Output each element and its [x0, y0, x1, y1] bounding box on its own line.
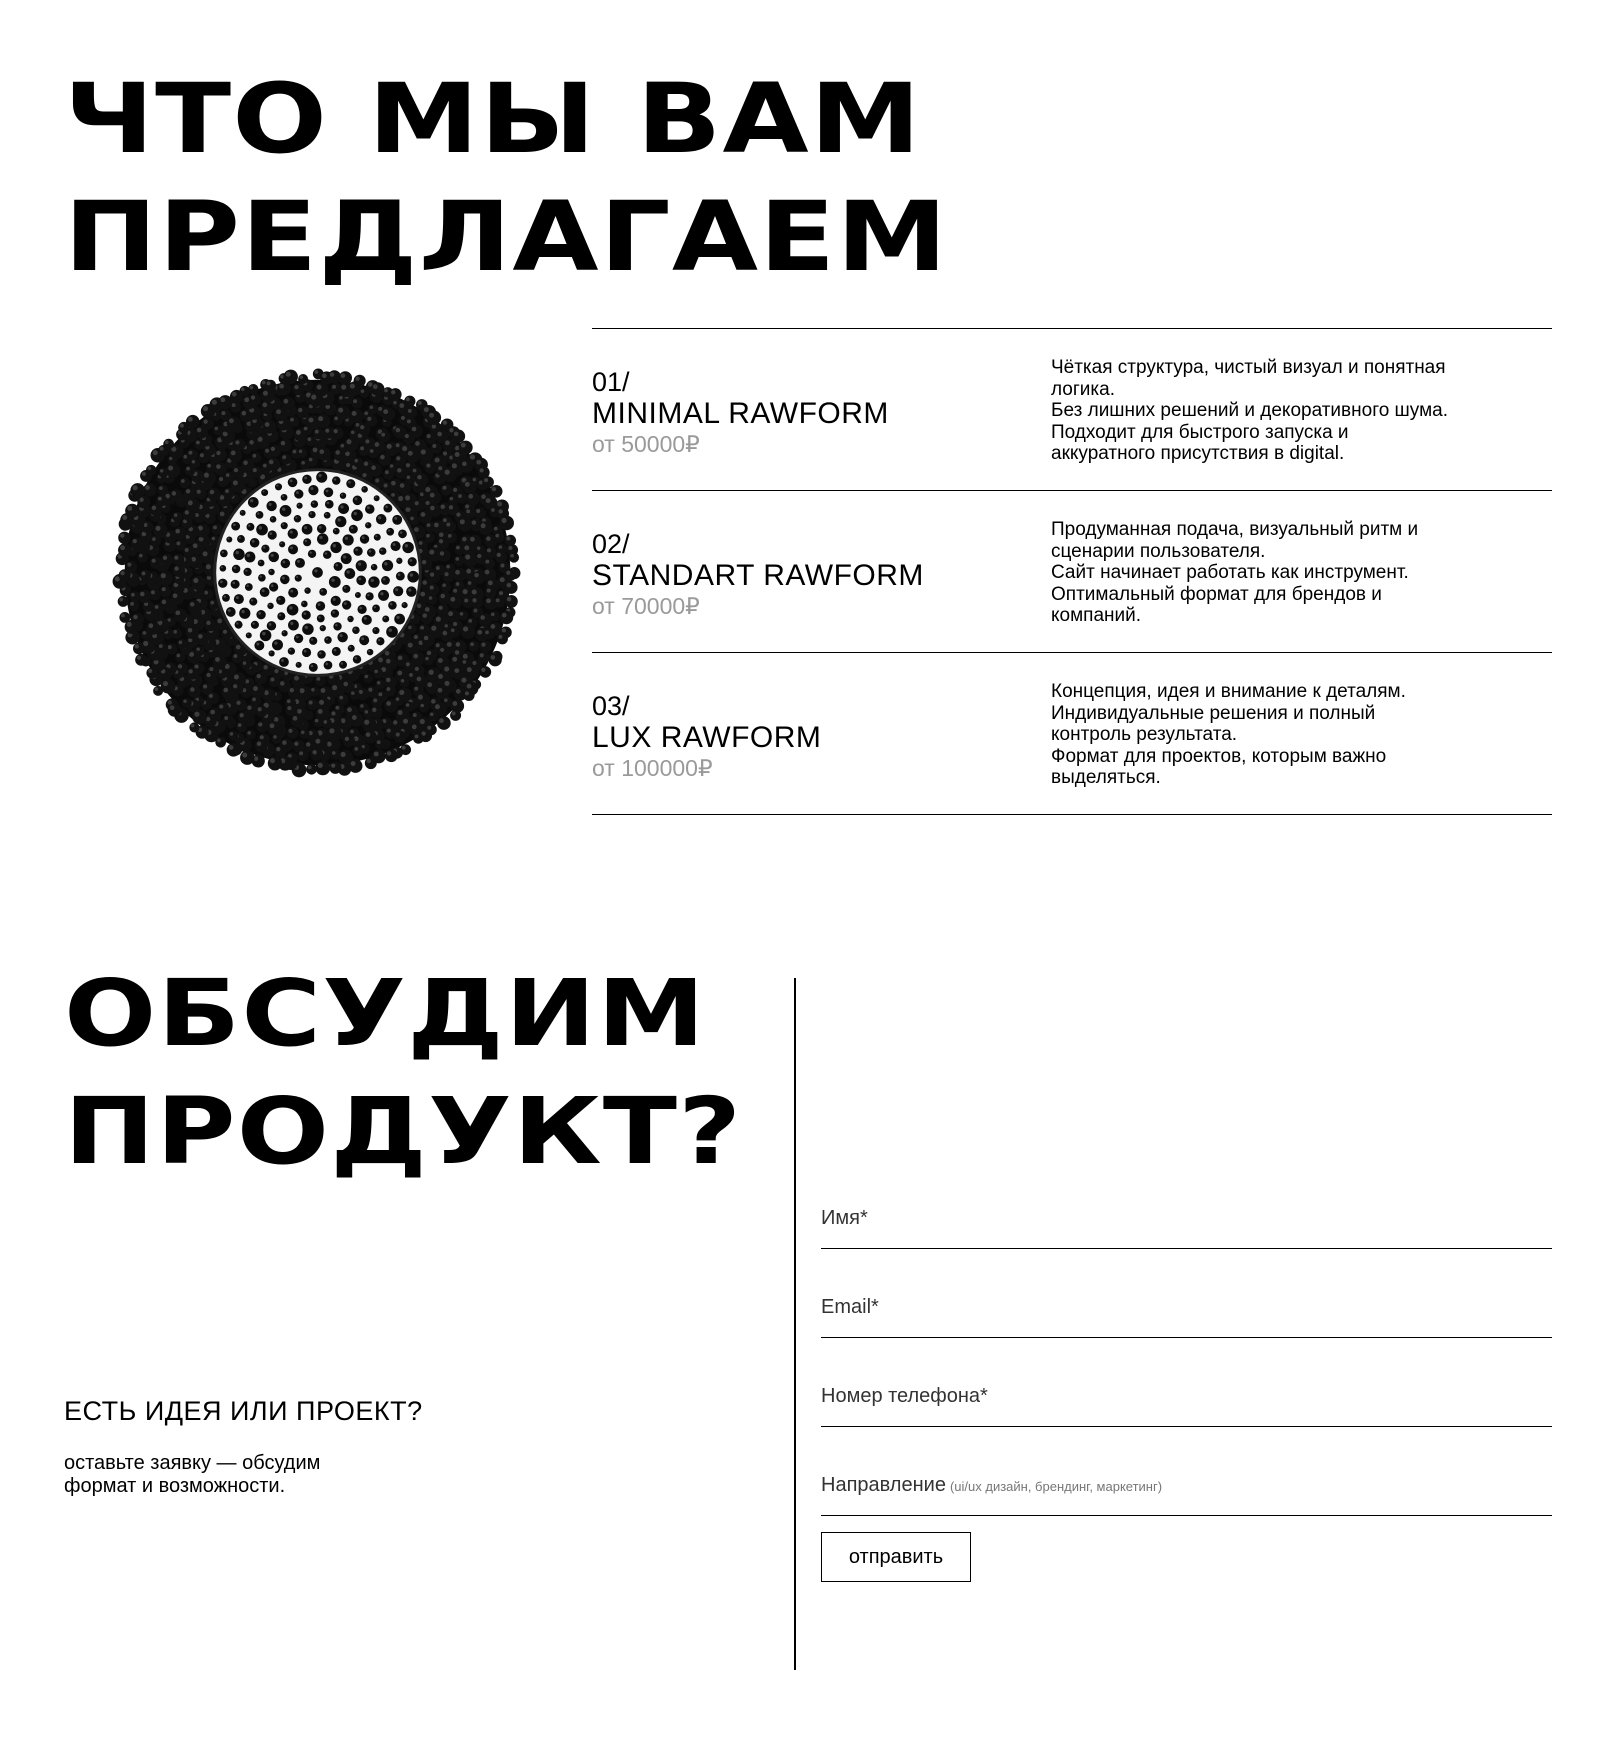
direction-field-label: [821, 1474, 1162, 1497]
offer-description-line: Оптимальный формат для брендов и: [1051, 583, 1382, 605]
offer-number: 02/: [592, 529, 630, 559]
offer-price: от 50000₽: [592, 431, 700, 457]
offer-description-line: выделяться.: [1051, 767, 1161, 788]
hero-title-line-1: ЧТО МЫ ВАМ: [64, 63, 922, 175]
offer-description-line: Чёткая структура, чистый визуал и понятная: [1051, 357, 1446, 378]
offer-item[interactable]: [592, 329, 1552, 491]
offer-item[interactable]: [592, 653, 1552, 815]
offer-item[interactable]: [592, 491, 1552, 653]
offer-description-line: компаний.: [1051, 605, 1142, 626]
idea-heading: ЕСТЬ ИДЕЯ ИЛИ ПРОЕКТ?: [64, 1396, 423, 1426]
offer-number: 01/: [592, 367, 630, 397]
name-field[interactable]: [821, 1160, 1552, 1249]
offer-description: [1051, 519, 1551, 627]
offer-description-line: аккуратного присутствия в digital.: [1051, 443, 1345, 464]
contact-title: [64, 955, 742, 1191]
direction-label-text: Направление: [821, 1474, 946, 1496]
offer-description-line: Индивидуальные решения и полный: [1051, 702, 1376, 724]
offer-description-line: сценарии пользователя.: [1051, 540, 1266, 562]
name-field-label: Имя*: [821, 1207, 868, 1229]
offer-description-line: Продуманная подача, визуальный ритм и: [1051, 519, 1419, 540]
hero-title-line-2: ПРЕДЛАГАЕМ: [64, 181, 949, 293]
offer-description-line: Сайт начинает работать как инструмент.: [1051, 562, 1409, 583]
idea-text-line: оставьте заявку — обсудим: [64, 1452, 321, 1474]
contact-form: [821, 1160, 1552, 1516]
offer-description-line: Концепция, идея и внимание к деталям.: [1051, 681, 1406, 702]
direction-hint: (ui/ux дизайн, брендинг, маркетинг): [949, 1479, 1163, 1494]
submit-button[interactable]: отправить: [821, 1532, 971, 1582]
phone-field-label: Номер телефона*: [821, 1385, 988, 1407]
offer-description: [1051, 357, 1551, 465]
offer-number: 03/: [592, 691, 630, 721]
hero-title: [64, 60, 948, 296]
idea-text-line: формат и возможности.: [64, 1475, 286, 1497]
offer-description-line: контроль результата.: [1051, 724, 1238, 745]
offers-list: [592, 328, 1552, 815]
direction-field[interactable]: [821, 1427, 1552, 1516]
offer-description-line: Формат для проектов, которым важно: [1051, 745, 1387, 767]
email-field[interactable]: [821, 1249, 1552, 1338]
offer-name: LUX RAWFORM: [592, 721, 822, 754]
offer-description-line: Без лишних решений и декоративного шума.: [1051, 400, 1448, 421]
offer-name: MINIMAL RAWFORM: [592, 397, 889, 430]
contact-title-line-2: ПРОДУКТ?: [64, 1078, 743, 1185]
offer-name: STANDART RAWFORM: [592, 559, 924, 592]
contact-title-line-1: ОБСУДИМ: [64, 960, 707, 1067]
idea-text: [64, 1452, 320, 1498]
vertical-divider: [794, 978, 796, 1670]
offer-description-line: логика.: [1051, 378, 1115, 400]
offer-description-line: Подходит для быстрого запуска и: [1051, 421, 1349, 443]
beaded-disc-image: [100, 355, 535, 790]
phone-field[interactable]: [821, 1338, 1552, 1427]
offer-price: от 70000₽: [592, 593, 700, 619]
offer-description: [1051, 681, 1551, 789]
offer-price: от 100000₽: [592, 755, 713, 781]
email-field-label: Email*: [821, 1296, 879, 1318]
